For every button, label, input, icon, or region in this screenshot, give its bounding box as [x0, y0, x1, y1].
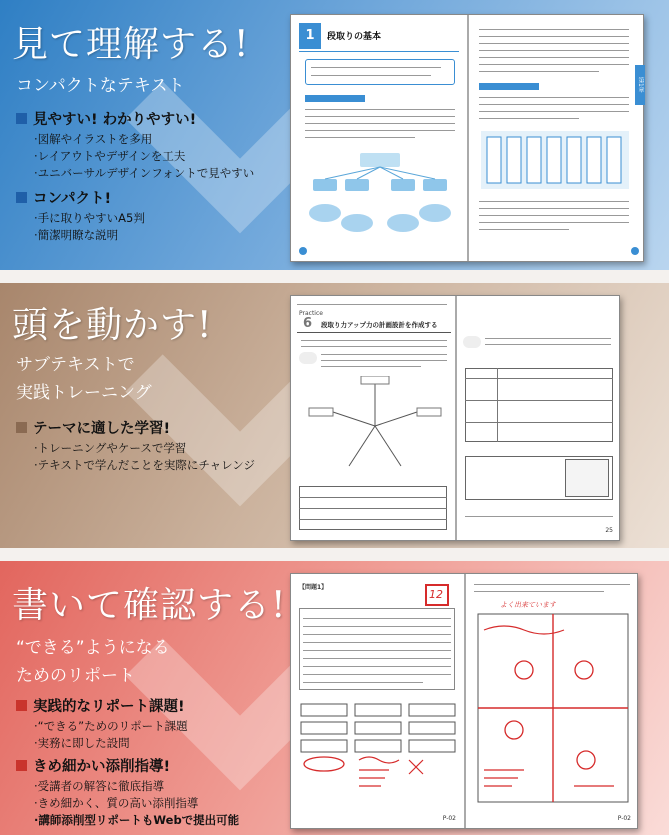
section-subtitle: コンパクトなテキスト — [16, 76, 185, 96]
report-spread-image — [290, 573, 638, 829]
feature-block: 実践的なリポート課題! ·“できる”ためのリポート課題 ·実務に即した設問 — [16, 695, 286, 752]
section-subtitle: サブテキストで 実践トレーニング — [16, 355, 152, 403]
feature-block: テーマに適した学習! ·トレーニングやケースで学習 ·テキストで学んだことを実際にチャレンジ — [16, 417, 286, 474]
section-band-see — [0, 0, 669, 270]
feature-item: ·きめ細かく、質の高い添削指導 — [34, 796, 199, 810]
textbook-right-page — [469, 15, 645, 261]
textbook-left-page: 1 段取りの基本 — [291, 15, 467, 261]
radar-chart-illustration — [305, 376, 445, 476]
feature-block: 見やすい! わかりやすい! ·図解やイラストを多用 ·レイアウトやデザインを工夫 ·ユニバーサルデザインフォントで見やすい — [16, 108, 286, 182]
report-right-page: よく出来ています P-02 — [466, 574, 639, 828]
feature-item: ·ユニバーサルデザインフォントで見やすい — [34, 166, 255, 180]
textbook-spread-image — [290, 14, 644, 262]
workbook-left-page: Practice 6 段取り力アップ力の計画設計を作成する — [291, 296, 455, 540]
bullet-square-icon — [16, 422, 27, 433]
feature-item: ·“できる”ためのリポート課題 — [34, 719, 188, 733]
section-title: 書いて確認する! — [12, 585, 287, 626]
bullet-square-icon — [16, 113, 27, 124]
feature-item: ·実務に即した設問 — [34, 736, 130, 750]
section-band-write — [0, 561, 669, 835]
handwritten-matrix-diagram — [474, 610, 632, 806]
bullet-square-icon — [16, 760, 27, 771]
section-band-think — [0, 283, 669, 548]
workbook-spread-image — [290, 295, 620, 541]
bullet-square-icon — [16, 192, 27, 203]
feature-item: ·レイアウトやデザインを工夫 — [34, 149, 186, 163]
feature-item: ·講師添削型リポートもWebで提出可能 — [34, 813, 240, 827]
feature-item: ·トレーニングやケースで学習 — [34, 441, 187, 455]
feature-block: きめ細かい添削指導! ·受講者の解答に徹底指導 ·きめ細かく、質の高い添削指導 ·講師添削型リポートもWebで提出可能 — [16, 755, 286, 829]
process-steps-diagram — [481, 131, 629, 189]
section-title: 見て理解する! — [12, 24, 250, 65]
workbook-right-page: 25 — [457, 296, 621, 540]
report-left-page: 【問題1】 12 P-02 — [299, 584, 456, 822]
feature-item: ·受講者の解答に徹底指導 — [34, 779, 165, 793]
feature-item: ·簡潔明瞭な説明 — [34, 228, 119, 242]
chapter-side-tab: 第1章 — [635, 65, 645, 105]
diagram-illustration — [305, 151, 455, 246]
advice-icon — [299, 352, 317, 364]
advice-icon — [463, 336, 481, 348]
section-subtitle: “できる”ようになる ためのリポート — [16, 638, 170, 686]
feature-item: ·手に取りやすいA5判 — [34, 211, 145, 225]
section-title: 頭を動かす! — [12, 305, 213, 346]
bullet-square-icon — [16, 700, 27, 711]
feature-item: ·図解やイラストを多用 — [34, 132, 153, 146]
handwritten-answers — [299, 700, 457, 800]
feature-item: ·テキストで学んだことを実際にチャレンジ — [34, 458, 256, 472]
feature-block: コンパクト! ·手に取りやすいA5判 ·簡潔明瞭な説明 — [16, 187, 286, 244]
